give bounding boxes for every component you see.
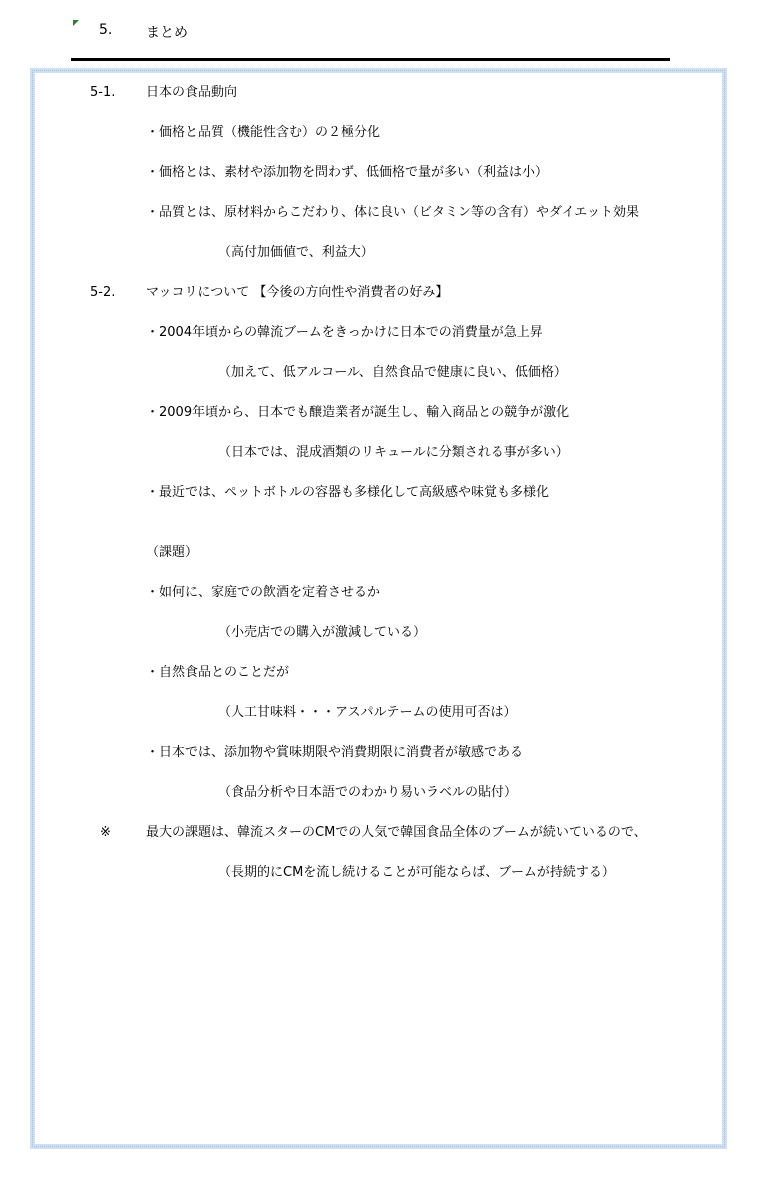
heading-rule [71,58,670,61]
content-frame [30,68,727,1149]
bullet-item: ・価格と品質（機能性含む）の２極分化 [146,125,381,140]
subsection-number-2: 5-2. [90,285,116,300]
subsection-number-1: 5-1. [90,85,116,100]
bullet-item: ・最近では、ペットボトルの容器も多様化して高級感や味覚も多様化 [146,485,550,500]
issue-note: （人工甘味料・・・アスパルテームの使用可否は） [218,705,517,720]
issue-item: ・日本では、添加物や賞味期限や消費期限に消費者が敏感である [146,745,524,760]
issues-label: （課題） [146,545,199,560]
bullet-item: ・価格とは、素材や添加物を問わず、低価格で量が多い（利益は小） [146,165,548,180]
corner-mark [73,20,79,26]
bullet-item: ・品質とは、原材料からこだわり、体に良い（ビタミン等の含有）やダイエット効果 [146,205,639,220]
section-title: まとめ [146,25,188,41]
bullet-note: （加えて、低アルコール、自然食品で健康に良い、低価格） [218,365,567,380]
issue-note: （食品分析や日本語でのわかり易いラベルの貼付） [218,785,518,800]
bullet-item: ・2009年頃から、日本でも醸造業者が誕生し、輸入商品との競争が激化 [146,405,570,420]
bullet-note: （高付加価値で、利益大） [218,245,374,260]
note-sub: （長期的にCMを流し続けることが可能ならば、ブームが持続する） [218,865,615,880]
issue-item: ・自然食品とのことだが [146,665,290,680]
issue-note: （小売店での購入が激減している） [218,625,427,640]
bullet-note: （日本では、混成酒類のリキュールに分類される事が多い） [218,445,569,460]
note-text: 最大の課題は、韓流スターのCMでの人気で韓国食品全体のブームが続いているので、 [146,825,647,840]
subsection-title-2: マッコリについて 【今後の方向性や消費者の好み】 [146,285,449,300]
note-mark: ※ [100,825,111,840]
bullet-item: ・2004年頃からの韓流ブームをきっかけに日本での消費量が急上昇 [146,325,543,340]
subsection-title-1: 日本の食品動向 [146,85,238,100]
section-number: 5. [99,22,113,38]
issue-item: ・如何に、家庭での飲酒を定着させるか [146,585,381,600]
